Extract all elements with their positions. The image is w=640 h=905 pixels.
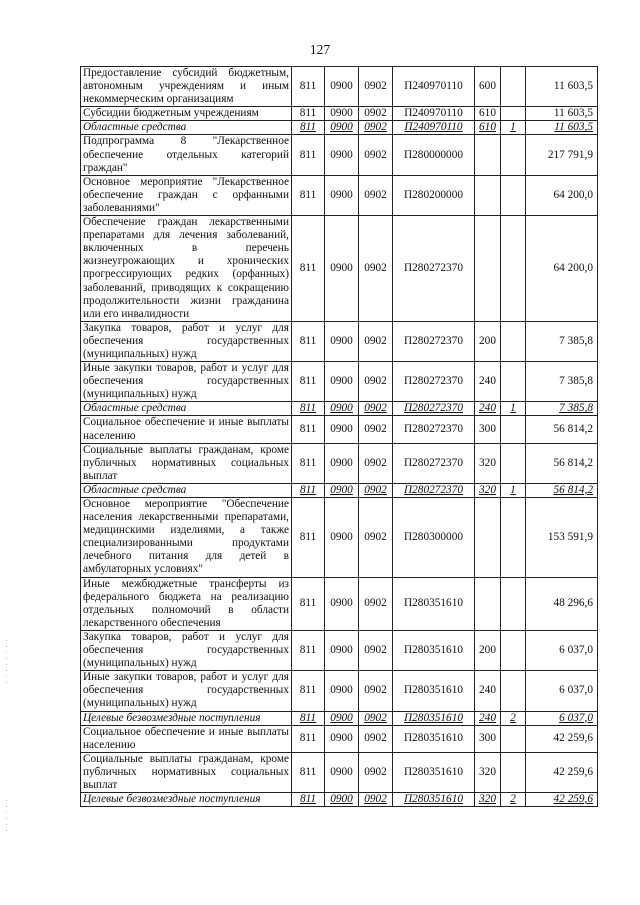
row-ved-code: 811 [292,67,325,107]
row-funding-source: 1 [501,121,526,135]
row-expense-type: 320 [475,752,501,792]
table-row [81,498,598,578]
row-expense-type [475,175,501,215]
row-amount: 42 259,6 [526,725,598,752]
row-section-code: 0900 [325,175,359,215]
row-section-code: 0900 [325,725,359,752]
row-target-article: П280351610 [393,725,475,752]
row-subsection-code: 0902 [359,577,393,630]
row-target-article: П240970110 [393,107,475,121]
row-ved-code: 811 [292,671,325,711]
row-target-article: П280272370 [393,483,475,497]
table-row [81,121,598,135]
row-section-code: 0900 [325,402,359,416]
row-subsection-code: 0902 [359,402,393,416]
row-section-code: 0900 [325,216,359,322]
row-funding-source: 1 [501,402,526,416]
row-name: Иные межбюджетные трансферты из федерального бюджета на реализацию отдельных полномочий в области лекарственного обеспечения [81,577,292,630]
row-expense-type: 240 [475,671,501,711]
row-funding-source [501,362,526,402]
row-subsection-code: 0902 [359,443,393,483]
row-subsection-code: 0902 [359,362,393,402]
row-name: Социальное обеспечение и иные выплаты населению [81,725,292,752]
row-subsection-code: 0902 [359,725,393,752]
table-row [81,671,598,711]
row-expense-type: 300 [475,416,501,443]
row-amount: 64 200,0 [526,175,598,215]
table-row [81,216,598,322]
row-ved-code: 811 [292,711,325,725]
row-amount: 217 791,9 [526,135,598,175]
row-funding-source [501,135,526,175]
row-expense-type: 600 [475,67,501,107]
row-funding-source [501,175,526,215]
row-ved-code: 811 [292,362,325,402]
row-amount: 11 603,5 [526,121,598,135]
row-name: Областные средства [81,402,292,416]
row-subsection-code: 0902 [359,107,393,121]
row-expense-type: 240 [475,402,501,416]
row-funding-source [501,498,526,578]
row-ved-code: 811 [292,175,325,215]
table-row [81,175,598,215]
row-section-code: 0900 [325,416,359,443]
table-row [81,630,598,670]
table-row [81,711,598,725]
row-amount: 56 814,2 [526,483,598,497]
row-section-code: 0900 [325,321,359,361]
row-section-code: 0900 [325,630,359,670]
row-name: Областные средства [81,483,292,497]
row-name: Целевые безвозмездные поступления [81,711,292,725]
row-subsection-code: 0902 [359,671,393,711]
row-target-article: П280000000 [393,135,475,175]
row-expense-type: 320 [475,793,501,807]
row-target-article: П280351610 [393,577,475,630]
row-name: Закупка товаров, работ и услуг для обеспечения государственных (муниципальных) нужд [81,321,292,361]
row-expense-type: 320 [475,483,501,497]
row-funding-source [501,577,526,630]
row-ved-code: 811 [292,416,325,443]
row-ved-code: 811 [292,121,325,135]
row-section-code: 0900 [325,135,359,175]
row-ved-code: 811 [292,725,325,752]
table-row [81,752,598,792]
row-amount: 48 296,6 [526,577,598,630]
row-funding-source [501,671,526,711]
budget-table-body [81,67,598,807]
row-target-article: П240970110 [393,67,475,107]
row-expense-type [475,135,501,175]
row-name: Подпрограмма 8 "Лекарственное обеспечение отдельных категорий граждан" [81,135,292,175]
row-subsection-code: 0902 [359,216,393,322]
row-section-code: 0900 [325,498,359,578]
table-row [81,321,598,361]
table-row [81,107,598,121]
row-name: Целевые безвозмездные поступления [81,793,292,807]
row-target-article: П280200000 [393,175,475,215]
row-section-code: 0900 [325,752,359,792]
page-number: 127 [309,42,331,57]
row-amount: 7 385,8 [526,362,598,402]
row-amount: 11 603,5 [526,67,598,107]
row-subsection-code: 0902 [359,752,393,792]
row-funding-source [501,67,526,107]
row-ved-code: 811 [292,107,325,121]
row-funding-source [501,630,526,670]
row-name: Основное мероприятие "Обеспечение населения лекарственными препаратами, медицинскими изделиями, а также специализированными продуктами лечебного питания для детей в амбулаторных условиях" [81,498,292,578]
row-subsection-code: 0902 [359,498,393,578]
row-target-article: П280272370 [393,443,475,483]
row-target-article: П280351610 [393,711,475,725]
row-name: Субсидии бюджетным учреждениям [81,107,292,121]
row-name: Основное мероприятие "Лекарственное обеспечение граждан с орфанными заболеваниями" [81,175,292,215]
budget-table [80,66,598,807]
row-subsection-code: 0902 [359,483,393,497]
scan-artifact [6,800,8,836]
row-amount: 42 259,6 [526,752,598,792]
row-funding-source [501,107,526,121]
row-section-code: 0900 [325,362,359,402]
row-target-article: П280272370 [393,216,475,322]
row-expense-type: 200 [475,630,501,670]
scan-artifact [6,640,8,688]
row-ved-code: 811 [292,793,325,807]
table-row [81,362,598,402]
row-expense-type: 200 [475,321,501,361]
row-section-code: 0900 [325,121,359,135]
row-ved-code: 811 [292,135,325,175]
row-section-code: 0900 [325,793,359,807]
row-funding-source [501,725,526,752]
row-section-code: 0900 [325,671,359,711]
row-ved-code: 811 [292,402,325,416]
table-row [81,725,598,752]
table-row [81,416,598,443]
row-expense-type: 610 [475,107,501,121]
row-ved-code: 811 [292,752,325,792]
row-subsection-code: 0902 [359,416,393,443]
row-subsection-code: 0902 [359,793,393,807]
row-name: Областные средства [81,121,292,135]
row-target-article: П280272370 [393,402,475,416]
row-expense-type [475,216,501,322]
row-target-article: П280351610 [393,671,475,711]
row-expense-type: 300 [475,725,501,752]
row-name: Социальное обеспечение и иные выплаты населению [81,416,292,443]
row-amount: 7 385,8 [526,321,598,361]
row-subsection-code: 0902 [359,175,393,215]
row-expense-type: 240 [475,362,501,402]
row-ved-code: 811 [292,577,325,630]
row-ved-code: 811 [292,498,325,578]
table-row [81,483,598,497]
row-section-code: 0900 [325,67,359,107]
row-expense-type: 240 [475,711,501,725]
row-name: Предоставление субсидий бюджетным, автономным учреждениям и иным некоммерческим организациям [81,67,292,107]
row-name: Иные закупки товаров, работ и услуг для обеспечения государственных (муниципальных) нужд [81,671,292,711]
row-ved-code: 811 [292,483,325,497]
table-row [81,402,598,416]
row-ved-code: 811 [292,630,325,670]
row-section-code: 0900 [325,107,359,121]
row-name: Социальные выплаты гражданам, кроме публичных нормативных социальных выплат [81,752,292,792]
row-ved-code: 811 [292,216,325,322]
table-row [81,135,598,175]
row-expense-type [475,498,501,578]
row-ved-code: 811 [292,321,325,361]
row-name: Закупка товаров, работ и услуг для обеспечения государственных (муниципальных) нужд [81,630,292,670]
row-expense-type: 610 [475,121,501,135]
row-section-code: 0900 [325,577,359,630]
row-subsection-code: 0902 [359,135,393,175]
row-funding-source [501,443,526,483]
row-section-code: 0900 [325,483,359,497]
row-subsection-code: 0902 [359,321,393,361]
row-amount: 42 259,6 [526,793,598,807]
row-amount: 6 037,0 [526,711,598,725]
row-funding-source: 2 [501,711,526,725]
row-subsection-code: 0902 [359,67,393,107]
row-amount: 56 814,2 [526,416,598,443]
row-name: Обеспечение граждан лекарственными препаратами для лечения заболеваний, включенных в перечень жизнеугрожающих и хронических прогрессирующих редких (орфанных) заболеваний, приводящих к сокращению продолжительности жизни гражданина или его инвалидности [81,216,292,322]
row-target-article: П280300000 [393,498,475,578]
row-amount: 64 200,0 [526,216,598,322]
row-section-code: 0900 [325,711,359,725]
row-amount: 11 603,5 [526,107,598,121]
table-row [81,793,598,807]
row-target-article: П280351610 [393,793,475,807]
row-name: Социальные выплаты гражданам, кроме публичных нормативных социальных выплат [81,443,292,483]
row-funding-source: 1 [501,483,526,497]
row-subsection-code: 0902 [359,630,393,670]
row-target-article: П240970110 [393,121,475,135]
row-funding-source [501,752,526,792]
row-target-article: П280272370 [393,362,475,402]
row-target-article: П280272370 [393,321,475,361]
table-row [81,577,598,630]
row-expense-type: 320 [475,443,501,483]
row-funding-source [501,321,526,361]
row-target-article: П280272370 [393,416,475,443]
table-row [81,67,598,107]
row-amount: 7 385,8 [526,402,598,416]
row-amount: 56 814,2 [526,443,598,483]
row-amount: 6 037,0 [526,671,598,711]
row-target-article: П280351610 [393,630,475,670]
row-section-code: 0900 [325,443,359,483]
row-expense-type [475,577,501,630]
table-row [81,443,598,483]
row-amount: 6 037,0 [526,630,598,670]
row-funding-source [501,416,526,443]
row-funding-source: 2 [501,793,526,807]
row-name: Иные закупки товаров, работ и услуг для обеспечения государственных (муниципальных) нужд [81,362,292,402]
row-target-article: П280351610 [393,752,475,792]
row-subsection-code: 0902 [359,711,393,725]
row-subsection-code: 0902 [359,121,393,135]
row-funding-source [501,216,526,322]
row-amount: 153 591,9 [526,498,598,578]
row-ved-code: 811 [292,443,325,483]
